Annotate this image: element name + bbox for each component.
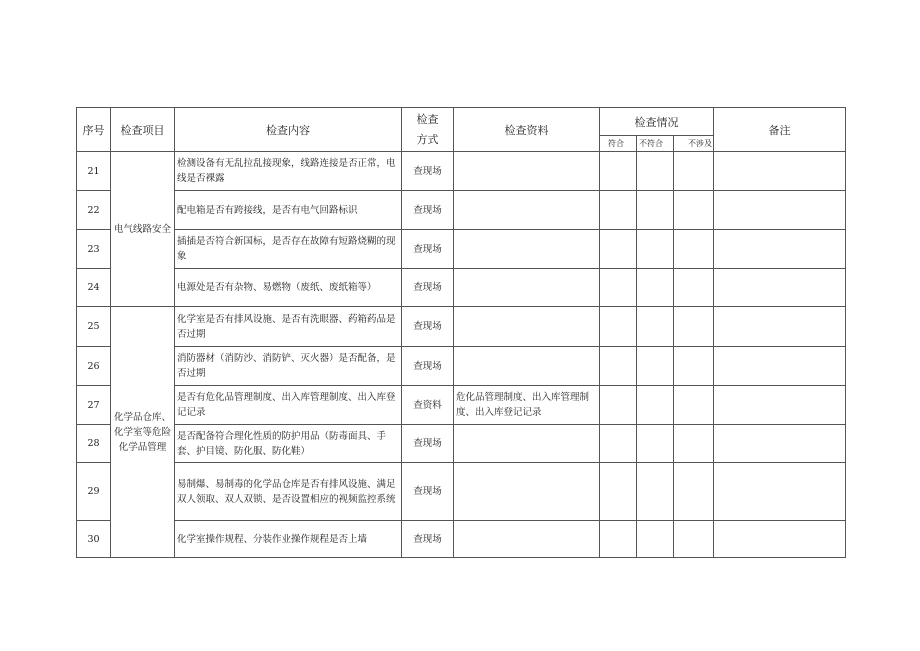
cell-fail[interactable] <box>637 386 674 425</box>
table-row <box>77 307 846 347</box>
cell-remarks[interactable] <box>714 307 846 347</box>
row-material <box>454 521 600 558</box>
table-row <box>77 152 846 191</box>
row-method: 查现场 <box>402 425 454 463</box>
row-no: 27 <box>77 386 111 425</box>
cell-remarks[interactable] <box>714 152 846 191</box>
cell-pass[interactable] <box>600 463 637 521</box>
cell-na[interactable] <box>674 152 714 191</box>
row-method: 查现场 <box>402 230 454 269</box>
cell-na[interactable] <box>674 425 714 463</box>
row-material <box>454 425 600 463</box>
header-status: 检查情况 <box>600 108 714 136</box>
header-material: 检查资料 <box>454 108 600 152</box>
cell-fail[interactable] <box>637 521 674 558</box>
cell-pass[interactable] <box>600 521 637 558</box>
row-content: 检测设备有无乱拉乱接现象，线路连接是否正常，电线是否裸露 <box>175 152 402 191</box>
cell-fail[interactable] <box>637 230 674 269</box>
row-content: 插插是否符合新国标，是否存在故障有短路烧糊的现象 <box>175 230 402 269</box>
row-material <box>454 230 600 269</box>
category-electrical: 电气线路安全 <box>111 152 175 307</box>
cell-na[interactable] <box>674 347 714 386</box>
row-material: 危化品管理制度、出入库管理制度、出入库登记记录 <box>454 386 600 425</box>
cell-na[interactable] <box>674 307 714 347</box>
row-no: 28 <box>77 425 111 463</box>
cell-pass[interactable] <box>600 307 637 347</box>
cell-pass[interactable] <box>600 191 637 230</box>
cell-pass[interactable] <box>600 425 637 463</box>
table-row <box>77 230 846 269</box>
cell-fail[interactable] <box>637 307 674 347</box>
table-row <box>77 386 846 425</box>
row-no: 30 <box>77 521 111 558</box>
cell-pass[interactable] <box>600 347 637 386</box>
header-status-na: 不涉及 <box>674 136 714 152</box>
row-no: 23 <box>77 230 111 269</box>
row-method: 查现场 <box>402 307 454 347</box>
cell-na[interactable] <box>674 269 714 307</box>
category-chemical: 化学品仓库、化学室等危险化学品管理 <box>111 307 175 558</box>
row-content: 化学室操作规程、分装作业操作规程是否上墙 <box>175 521 402 558</box>
cell-remarks[interactable] <box>714 230 846 269</box>
row-content: 是否有危化品管理制度、出入库管理制度、出入库登记记录 <box>175 386 402 425</box>
row-material <box>454 191 600 230</box>
row-content: 是否配备符合理化性质的防护用品（防毒面具、手套、护目镜、防化服、防化鞋） <box>175 425 402 463</box>
inspection-table <box>76 107 846 558</box>
cell-na[interactable] <box>674 521 714 558</box>
cell-fail[interactable] <box>637 152 674 191</box>
header-method-line2: 方式 <box>416 132 439 146</box>
cell-na[interactable] <box>674 191 714 230</box>
cell-remarks[interactable] <box>714 463 846 521</box>
row-content: 化学室是否有排风设施、是否有洗眼器、药箱药品是否过期 <box>175 307 402 347</box>
row-content: 易制爆、易制毒的化学品仓库是否有排风设施、满足双人领取、双人双锁、是否设置相应的视频监控系统 <box>175 463 402 521</box>
row-material <box>454 152 600 191</box>
row-content: 配电箱是否有跨接线，是否有电气回路标识 <box>175 191 402 230</box>
cell-remarks[interactable] <box>714 386 846 425</box>
row-no: 21 <box>77 152 111 191</box>
row-method: 查现场 <box>402 152 454 191</box>
row-no: 22 <box>77 191 111 230</box>
row-method: 查现场 <box>402 347 454 386</box>
cell-fail[interactable] <box>637 463 674 521</box>
header-method <box>402 108 454 152</box>
row-method: 查现场 <box>402 521 454 558</box>
table-row <box>77 521 846 558</box>
table-row <box>77 347 846 386</box>
cell-na[interactable] <box>674 230 714 269</box>
cell-fail[interactable] <box>637 191 674 230</box>
row-material <box>454 347 600 386</box>
header-status-fail: 不符合 <box>637 136 674 152</box>
cell-pass[interactable] <box>600 152 637 191</box>
cell-pass[interactable] <box>600 386 637 425</box>
table-row <box>77 269 846 307</box>
table-row <box>77 425 846 463</box>
row-content: 消防器材（消防沙、消防铲、灭火器）是否配备，是否过期 <box>175 347 402 386</box>
row-method: 查现场 <box>402 191 454 230</box>
cell-pass[interactable] <box>600 269 637 307</box>
cell-pass[interactable] <box>600 230 637 269</box>
cell-remarks[interactable] <box>714 269 846 307</box>
cell-remarks[interactable] <box>714 191 846 230</box>
row-no: 25 <box>77 307 111 347</box>
row-method: 查现场 <box>402 463 454 521</box>
row-method: 查现场 <box>402 269 454 307</box>
row-content: 电源处是否有杂物、易燃物（废纸、废纸箱等） <box>175 269 402 307</box>
cell-remarks[interactable] <box>714 425 846 463</box>
cell-fail[interactable] <box>637 425 674 463</box>
table-row <box>77 463 846 521</box>
cell-remarks[interactable] <box>714 347 846 386</box>
cell-na[interactable] <box>674 463 714 521</box>
row-material <box>454 307 600 347</box>
cell-fail[interactable] <box>637 347 674 386</box>
header-item: 检查项目 <box>111 108 175 152</box>
table-row <box>77 191 846 230</box>
row-no: 29 <box>77 463 111 521</box>
row-no: 24 <box>77 269 111 307</box>
cell-na[interactable] <box>674 386 714 425</box>
cell-fail[interactable] <box>637 269 674 307</box>
cell-remarks[interactable] <box>714 521 846 558</box>
header-status-pass: 符合 <box>600 136 637 152</box>
header-remarks: 备注 <box>714 108 846 152</box>
header-content: 检查内容 <box>175 108 402 152</box>
header-no: 序号 <box>77 108 111 152</box>
row-material <box>454 269 600 307</box>
row-material <box>454 463 600 521</box>
row-method: 查资料 <box>402 386 454 425</box>
row-no: 26 <box>77 347 111 386</box>
header-method-line1: 检查 <box>416 112 439 126</box>
